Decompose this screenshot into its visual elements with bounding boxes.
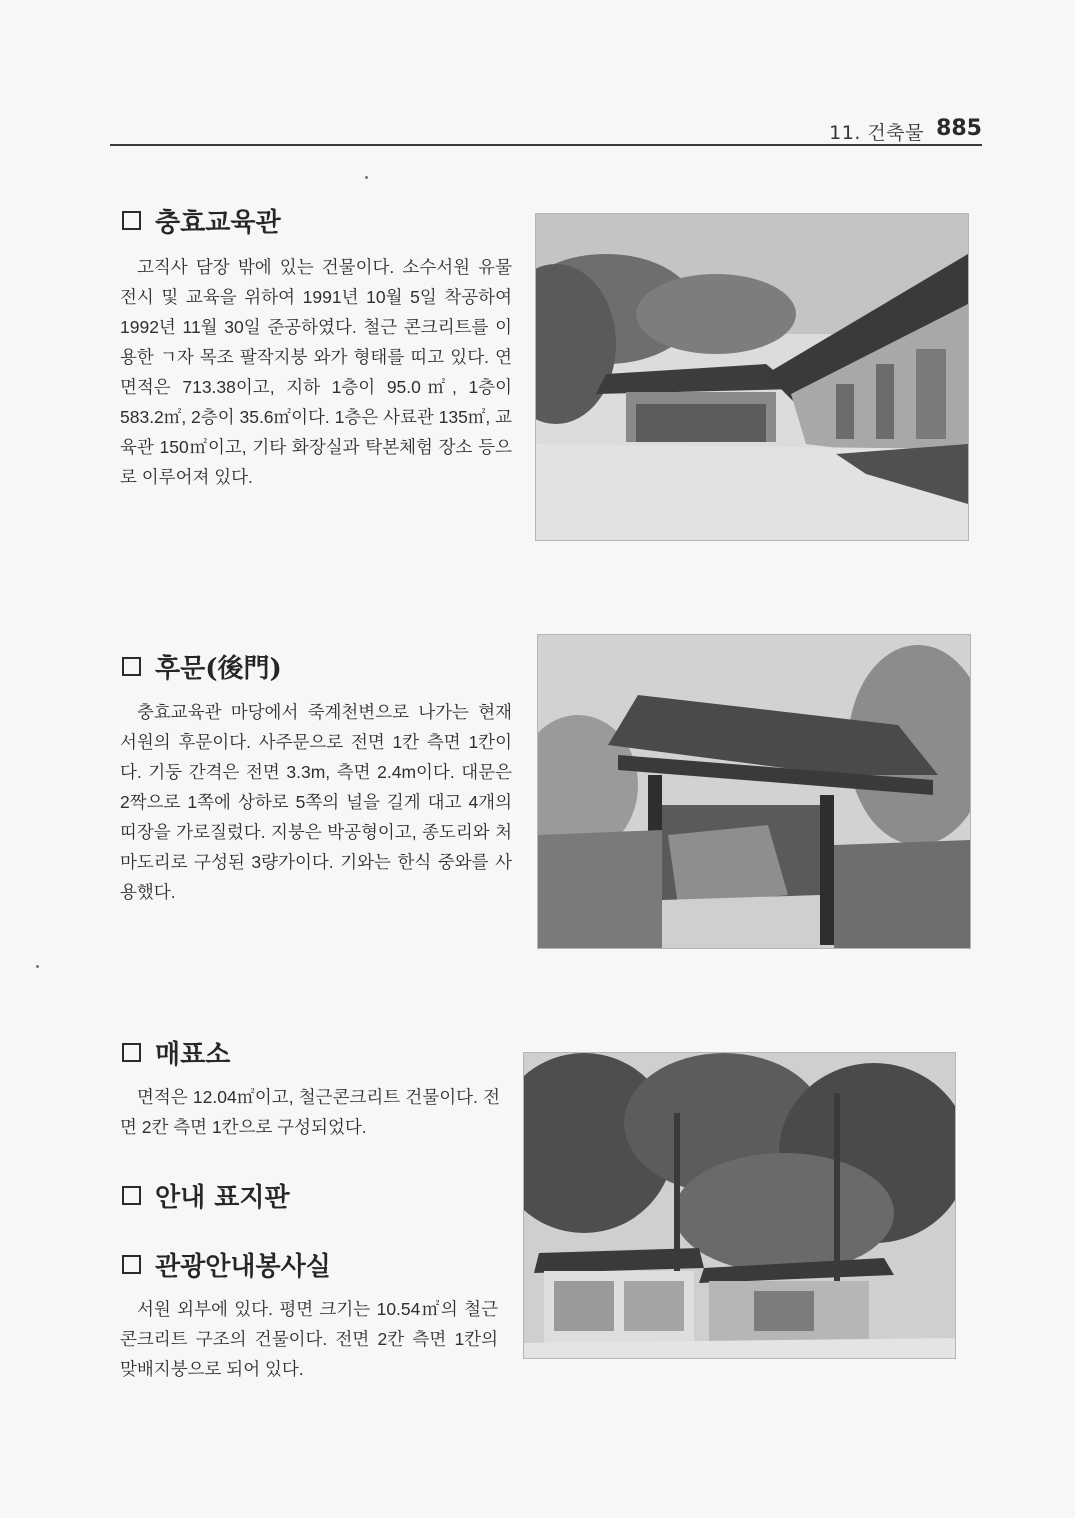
running-header	[110, 114, 982, 148]
section-title-education-hall	[122, 202, 281, 239]
page-number: 885	[936, 116, 982, 141]
section-title-text: 관광안내봉사실	[155, 1252, 331, 1282]
checkbox-square-icon	[122, 657, 141, 676]
section-title-guide-sign	[122, 1177, 290, 1214]
section-title-text: 후문(後門)	[155, 654, 282, 684]
section-title-back-gate	[122, 648, 282, 685]
section-title-tourist-info	[122, 1246, 331, 1283]
checkbox-square-icon	[122, 1186, 141, 1205]
chapter-title: 11. 건축물	[829, 122, 924, 144]
checkbox-square-icon	[122, 1255, 141, 1274]
checkbox-square-icon	[122, 211, 141, 230]
scan-speck	[365, 176, 368, 179]
photo-education-hall	[535, 213, 969, 541]
section-body-ticket-office: 면적은 12.04㎡이고, 철근콘크리트 건물이다. 전면 2칸 측면 1칸으로 구성되었다.	[120, 1087, 500, 1137]
section-title-ticket-office	[122, 1034, 230, 1071]
photo-ticket-office	[523, 1052, 956, 1359]
header-rule	[110, 144, 982, 146]
scan-speck	[36, 965, 39, 968]
checkbox-square-icon	[122, 1043, 141, 1062]
section-body-back-gate: 충효교육관 마당에서 죽계천변으로 나가는 현재 서원의 후문이다. 사주문으로 전면 1칸 측면 1칸이다. 기둥 간격은 전면 3.3m, 측면 2.4m이다. 대문은 2짝으로 1쪽에 상하로 5쪽의 널을 길게 대고 4개의 띠장을 가로질렀다. 지붕은 박공형이고, 종도리와 처마도리로 구성된 3량가이다. 기와는 한식 중와를 사용했다.	[120, 702, 512, 902]
section-title-text: 충효교육관	[155, 208, 281, 238]
section-title-text: 매표소	[155, 1040, 231, 1070]
photo-back-gate	[537, 634, 971, 949]
section-body-tourist-info: 서원 외부에 있다. 평면 크기는 10.54㎡의 철근콘크리트 구조의 건물이다. 전면 2칸 측면 1칸의 맞배지붕으로 되어 있다.	[120, 1299, 498, 1379]
section-title-text: 안내 표지판	[155, 1183, 290, 1213]
section-body-education-hall: 고직사 담장 밖에 있는 건물이다. 소수서원 유물 전시 및 교육을 위하여 1991년 10월 5일 착공하여 1992년 11월 30일 준공하였다. 철근 콘크리트를 이용한 ㄱ자 목조 팔작지붕 와가 형태를 띠고 있다. 연 면적은 713.38이고, 지하 1층이 95.0㎡, 1층이 583.2㎡, 2층이 35.6㎡이다. 1층은 사료관 135㎡, 교육관 150㎡이고, 기타 화장실과 탁본체험 장소 등으로 이루어져 있다.	[120, 257, 512, 487]
